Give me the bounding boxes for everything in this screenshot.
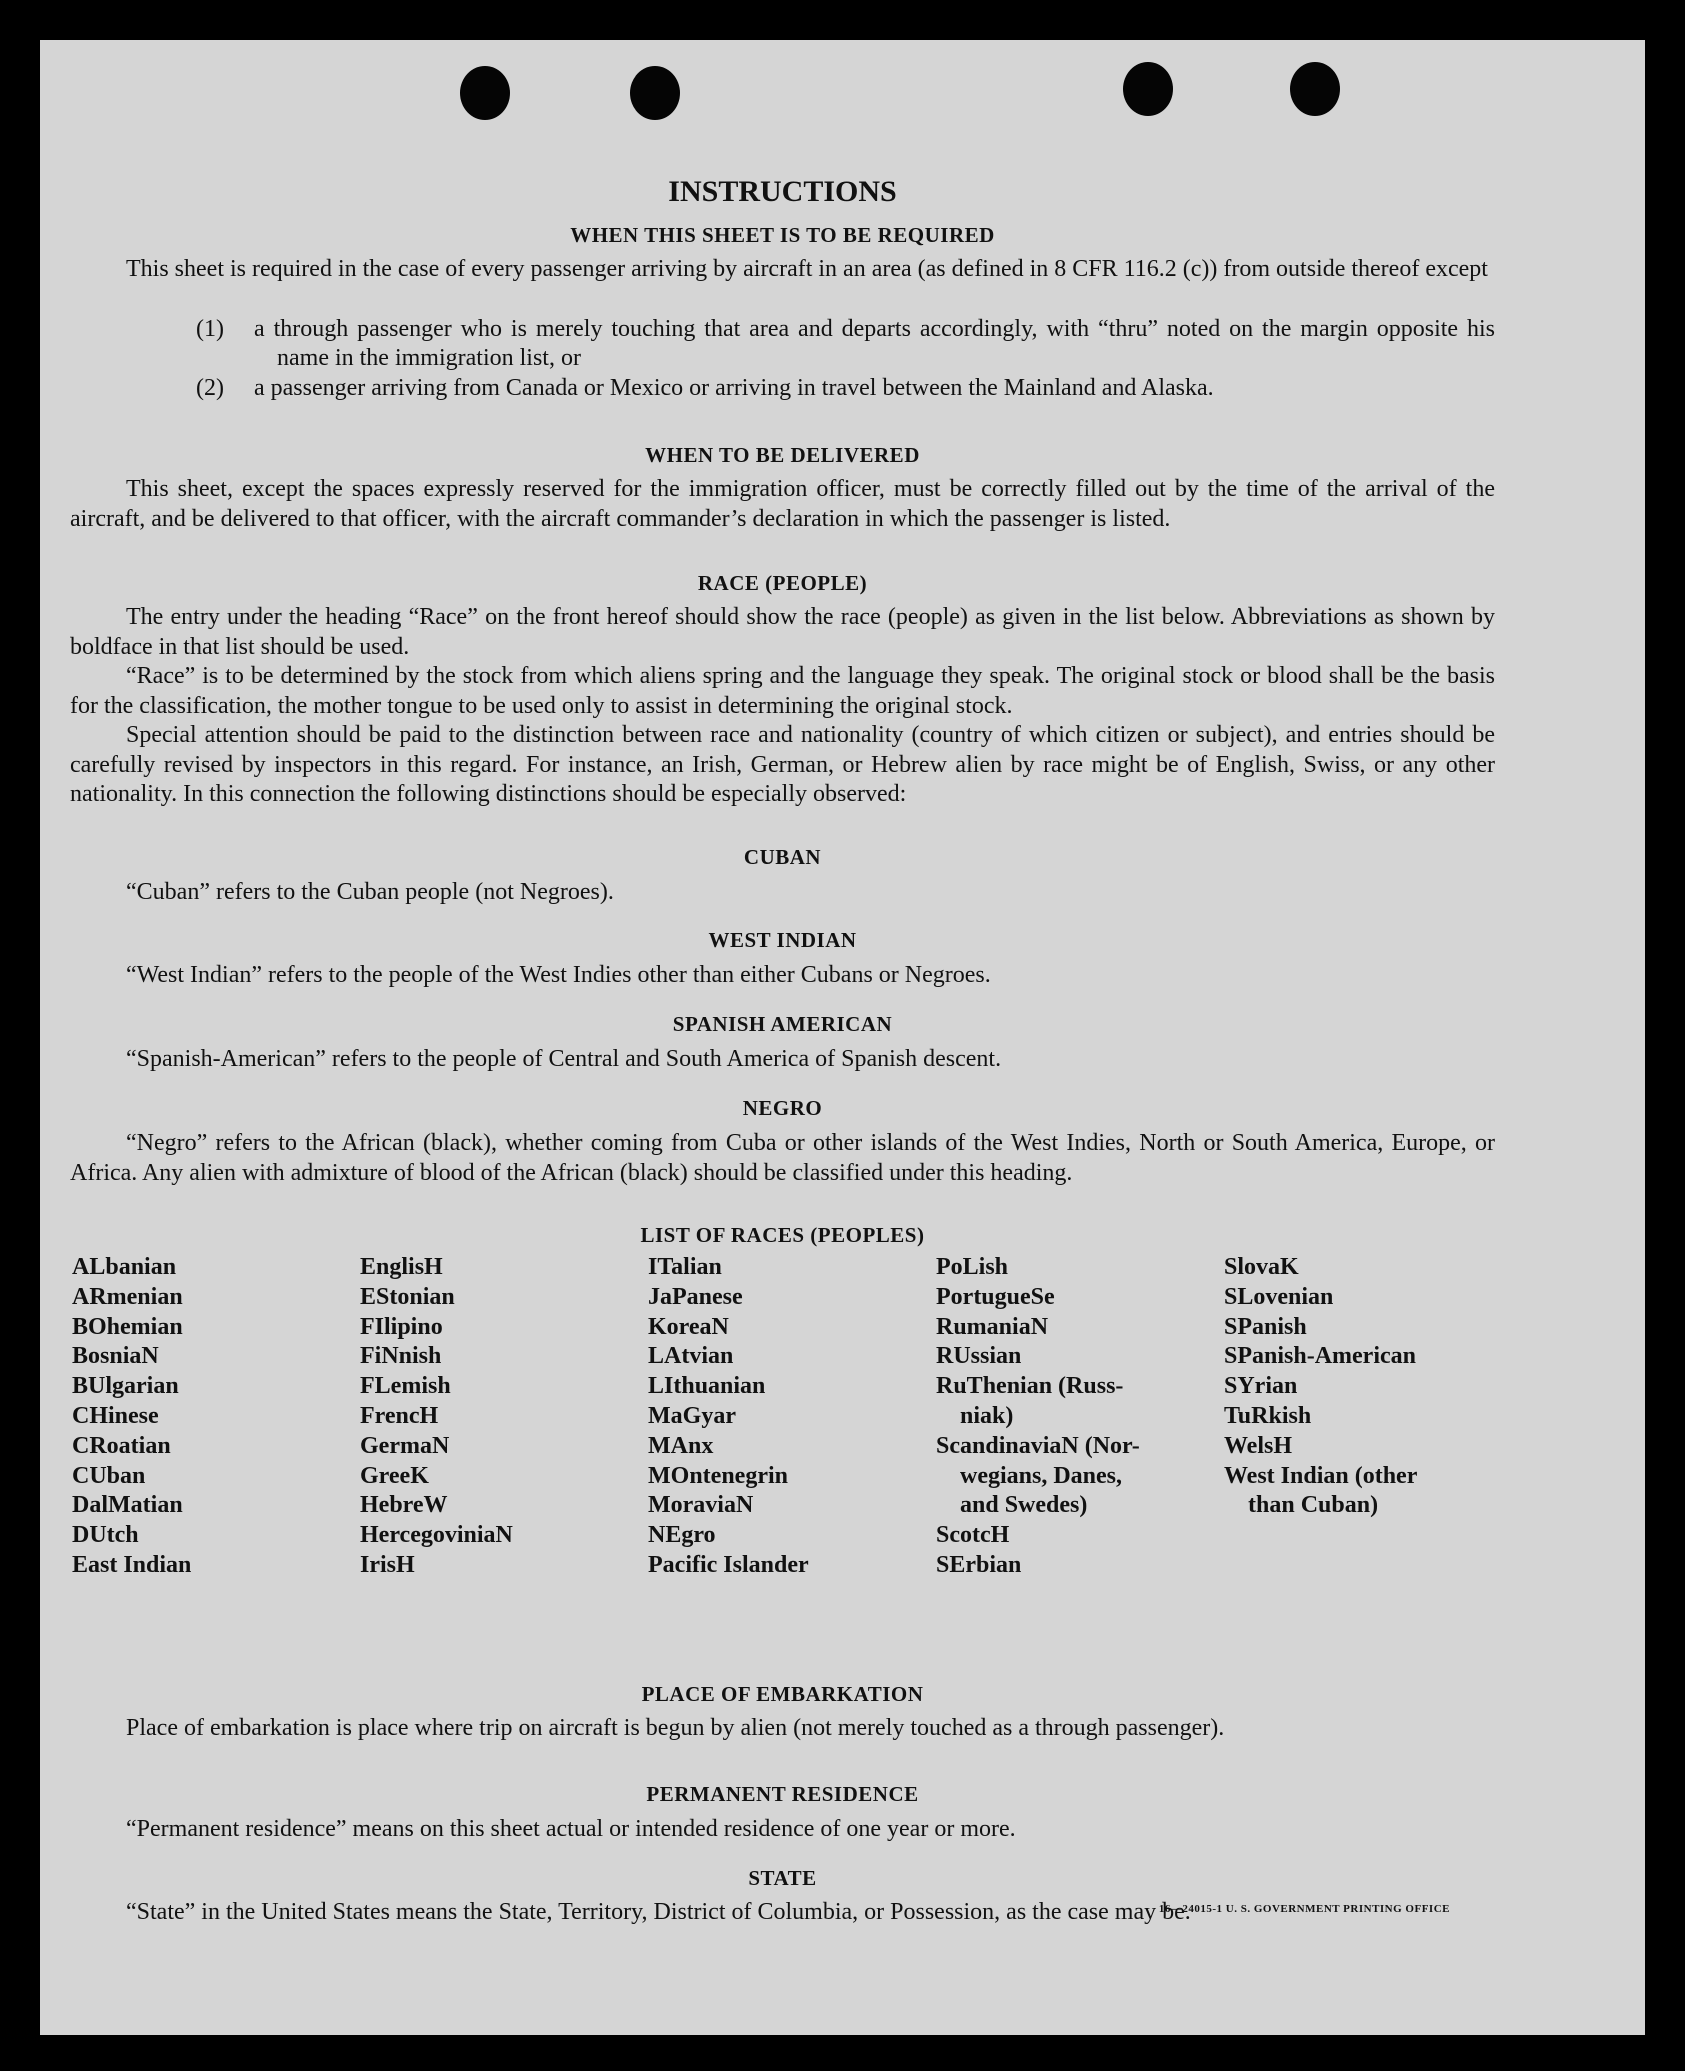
list-item: GreeK (360, 1462, 429, 1489)
list-item: SLovenian (1224, 1283, 1334, 1310)
paragraph: This sheet is required in the case of every passenger arriving by aircraft in an area (as defined in 8 CFR 116.2 (c)) from outside thereof except (126, 256, 1488, 282)
cuban-text (70, 878, 1495, 908)
item-number: (2) (196, 375, 224, 401)
heading-race: RACE (PEOPLE) (697, 571, 868, 595)
negro-text (70, 1129, 1495, 1188)
list-item: West Indian (other (1224, 1462, 1418, 1489)
item-text: a passenger arriving from Canada or Mexico or arriving in travel between the Mainland and Alaska. (254, 375, 1214, 401)
punch-hole (1290, 62, 1340, 116)
list-item: SErbian (936, 1551, 1022, 1578)
list-item: JaPanese (648, 1283, 743, 1310)
list-item: SPanish-American (1224, 1343, 1416, 1370)
race-column (360, 1253, 513, 1581)
heading-state: STATE (748, 1866, 817, 1890)
list-item: HebreW (360, 1492, 448, 1519)
list-item: FrencH (360, 1402, 439, 1429)
list-item: FIlipino (360, 1313, 443, 1340)
list-item: PoLish (936, 1254, 1009, 1280)
heading-when-required: WHEN THIS SHEET IS TO BE REQUIRED (570, 223, 995, 247)
west-indian-text (70, 961, 1495, 991)
when-required-intro (70, 255, 1495, 285)
list-item: MOntenegrin (648, 1462, 788, 1489)
list-item: CUban (72, 1462, 146, 1489)
list-item: LIthuanian (648, 1373, 766, 1400)
paragraph: Place of embarkation is place where trip on aircraft is begun by alien (not merely touched as a through passenger). (126, 1715, 1225, 1741)
heading-spanish-american: SPANISH AMERICAN (672, 1012, 893, 1036)
list-item: niak) (936, 1402, 1014, 1429)
list-item: ARmenian (72, 1283, 183, 1310)
list-item: FLemish (360, 1373, 451, 1400)
punch-hole (460, 66, 510, 120)
heading-embarkation: PLACE OF EMBARKATION (641, 1682, 924, 1706)
paragraph: “Cuban” refers to the Cuban people (not Negroes). (126, 879, 614, 905)
list-item: PortugueSe (936, 1283, 1055, 1310)
list-item: SYrian (1224, 1373, 1298, 1400)
heading-permanent-residence: PERMANENT RESIDENCE (646, 1782, 919, 1806)
list-item: BOhemian (72, 1313, 183, 1340)
list-item: CRoatian (72, 1432, 171, 1459)
list-item: MoraviaN (648, 1492, 754, 1519)
list-item: ScotcH (936, 1522, 1010, 1549)
list-item: and Swedes) (936, 1492, 1088, 1519)
list-item: LAtvian (648, 1343, 734, 1370)
heading-negro: NEGRO (742, 1096, 823, 1120)
list-item: RUssian (936, 1343, 1022, 1370)
paragraph: “Permanent residence” means on this sheet actual or intended residence of one year or more. (126, 1816, 1016, 1842)
race-column (1224, 1253, 1417, 1521)
paragraph: “State” in the United States means the State, Territory, District of Columbia, or Possession, as the case may be. (126, 1899, 1191, 1925)
list-item: DalMatian (72, 1492, 183, 1519)
list-item: ITalian (648, 1254, 722, 1280)
list-item: SPanish (1224, 1313, 1307, 1340)
list-item: than Cuban) (1224, 1492, 1379, 1519)
list-item: CHinese (72, 1402, 159, 1429)
list-item: BUlgarian (72, 1373, 179, 1400)
heading-list-of-races: LIST OF RACES (PEOPLES) (640, 1223, 925, 1247)
race-column (648, 1253, 809, 1581)
embarkation-text (70, 1714, 1515, 1744)
list-item: BosniaN (72, 1343, 159, 1370)
paragraph: The entry under the heading “Race” on the front hereof should show the race (people) as given in the list below. Abbreviations as shown by boldface in that list should be used. (70, 604, 1495, 660)
list-item: FiNnish (360, 1343, 442, 1370)
heading-when-delivered: WHEN TO BE DELIVERED (645, 443, 920, 467)
list-item: GermaN (360, 1432, 450, 1459)
list-item: ScandinaviaN (Nor- (936, 1432, 1140, 1459)
list-item: DUtch (72, 1522, 139, 1549)
list-item: Pacific Islander (648, 1551, 809, 1578)
list-item: MAnx (648, 1432, 714, 1459)
list-item: ALbanian (72, 1254, 177, 1280)
list-item: HercegoviniaN (360, 1522, 513, 1549)
list-item: RuThenian (Russ- (936, 1373, 1124, 1400)
list-item: RumaniaN (936, 1313, 1049, 1340)
list-item: SlovaK (1224, 1254, 1299, 1280)
list-item: MaGyar (648, 1402, 736, 1429)
paragraph: Special attention should be paid to the distinction between race and nationality (country of which citizen or subject), and entries should be carefully revised by inspectors in this regard. For instance, an Irish, German, or Hebrew alien by race might be of English, Swiss, or any other nationality. In this connection the following distinctions should be especially observed: (70, 722, 1495, 807)
paragraph: “Spanish-American” refers to the people of Central and South America of Spanish descent. (126, 1046, 1002, 1072)
heading-west-indian: WEST INDIAN (708, 928, 857, 952)
list-item: IrisH (360, 1551, 415, 1578)
list-item: wegians, Danes, (936, 1462, 1123, 1489)
race-column (72, 1253, 191, 1581)
spanish-american-text (70, 1045, 1495, 1075)
paragraph: This sheet, except the spaces expressly reserved for the immigration officer, must be correctly filled out by the time of the arrival of the aircraft, and be delivered to that officer, with the aircraft commander’s declaration in which the passenger is listed. (70, 476, 1495, 532)
page-title: INSTRUCTIONS (668, 175, 897, 208)
race-text (70, 603, 1495, 810)
punch-hole (630, 66, 680, 120)
punch-hole (1123, 62, 1173, 116)
list-item: KoreaN (648, 1313, 729, 1340)
list-item: EnglisH (360, 1254, 443, 1280)
list-item: East Indian (72, 1551, 192, 1578)
paragraph: “West Indian” refers to the people of the West Indies other than either Cubans or Negroes. (126, 962, 991, 988)
list-item: WelsH (1224, 1432, 1293, 1459)
paragraph: “Race” is to be determined by the stock from which aliens spring and the language they speak. The original stock or blood shall be the basis for the classification, the mother tongue to be used only to assist in determining the original stock. (70, 663, 1495, 719)
heading-cuban: CUBAN (743, 845, 822, 869)
list-item: TuRkish (1224, 1402, 1312, 1429)
when-delivered-text (70, 475, 1495, 534)
print-code: 16—24015-1 U. S. GOVERNMENT PRINTING OFFICE (1158, 1903, 1450, 1915)
paragraph: “Negro” refers to the African (black), whether coming from Cuba or other islands of the West Indies, North or South America, Europe, or Africa. Any alien with admixture of blood of the African (black) should be classified under this heading. (70, 1130, 1495, 1186)
item-number: (1) (196, 316, 224, 342)
residence-text (70, 1815, 1515, 1845)
race-column (936, 1253, 1140, 1581)
item-text: a through passenger who is merely touching that area and departs accordingly, with “thru” noted on the margin opposite his name in the immigration list, or (254, 316, 1495, 371)
document-sheet (40, 40, 1645, 2035)
list-item: NEgro (648, 1522, 716, 1549)
list-item: EStonian (360, 1283, 455, 1310)
